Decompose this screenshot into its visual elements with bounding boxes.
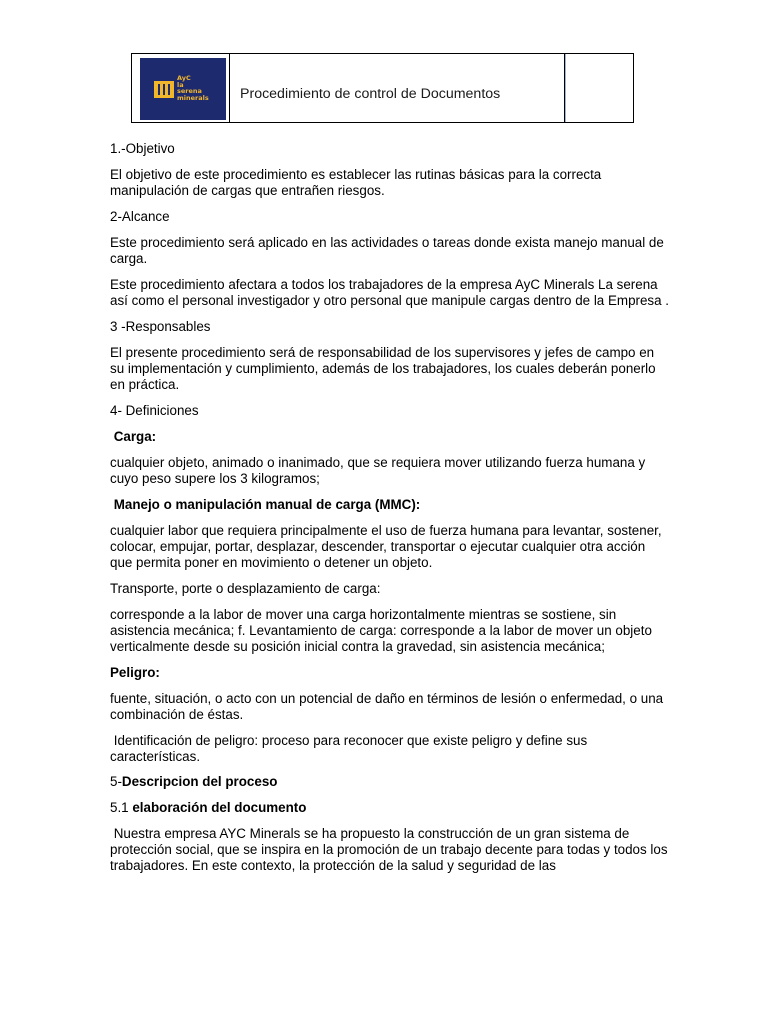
- definition-transporte: corresponde a la labor de mover una carga horizontalmente mientras se sostiene, sin asistencia mecánica; f. Levantamiento de carga: corresponde a la labor de mover un objeto verticalmente desde su posición inicial contra la gravedad, sin asistencia mecánica;: [110, 607, 652, 654]
- definition-peligro: fuente, situación, o acto con un potencial de daño en términos de lesión o enfermedad, o una combinación de éstas.: [110, 691, 664, 722]
- title-cell: [230, 54, 565, 122]
- term-mmc: Manejo o manipulación manual de carga (MMC):: [110, 497, 421, 512]
- term-carga: Carga:: [110, 429, 157, 444]
- section-heading-definiciones: 4- Definiciones: [110, 403, 199, 418]
- term-transporte: Transporte, porte o desplazamiento de carga:: [110, 581, 381, 596]
- section-heading-objetivo: 1.-Objetivo: [110, 141, 175, 156]
- logo-mark-icon: [154, 81, 174, 98]
- subsection-heading-elaboracion: 5.1 elaboración del documento: [110, 800, 307, 815]
- paragraph: Nuestra empresa AYC Minerals se ha propuesto la construcción de un gran sistema de protección social, que se inspira en la promoción de un trabajo decente para todas y todos los trabajadores. En este contexto, la protección de la salud y seguridad de las: [110, 826, 672, 873]
- document-header: [131, 53, 634, 123]
- document-body: [110, 141, 670, 884]
- paragraph: Este procedimiento será aplicado en las actividades o tareas donde exista manejo manual de carga.: [110, 235, 664, 266]
- empty-header-cell: [565, 54, 633, 122]
- logo-cell: [132, 54, 230, 122]
- definition-carga: cualquier objeto, animado o inanimado, que se requiera mover utilizando fuerza humana y cuyo peso supere los 3 kilogramos;: [110, 455, 646, 486]
- section-heading-responsables: 3 -Responsables: [110, 319, 211, 334]
- section-heading-alcance: 2-Alcance: [110, 209, 170, 224]
- paragraph: El objetivo de este procedimiento es establecer las rutinas básicas para la correcta manipulación de cargas que entrañen riesgos.: [110, 167, 602, 198]
- paragraph: El presente procedimiento será de responsabilidad de los supervisores y jefes de campo en su implementación y cumplimiento, además de los trabajadores, los cuales deberán ponerlo en práctica.: [110, 345, 656, 392]
- document-title: Procedimiento de control de Documentos: [240, 86, 501, 102]
- term-peligro: Peligro:: [110, 665, 160, 680]
- logo-text: AyC la serena minerals: [177, 74, 209, 102]
- paragraph: Este procedimiento afectara a todos los trabajadores de la empresa AyC Minerals La serena así como el personal investigador y otro personal que manipule cargas dentro de la Empresa .: [110, 277, 670, 308]
- definition-identificacion: Identificación de peligro: proceso para reconocer que existe peligro y define sus características.: [110, 733, 591, 764]
- definition-mmc: cualquier labor que requiera principalmente el uso de fuerza humana para levantar, sostener, colocar, empujar, portar, desplazar, descender, transportar o ejecutar cualquier otra acción que permita poner en movimiento o detener un objeto.: [110, 523, 662, 570]
- company-logo: [140, 58, 226, 120]
- section-heading-descripcion: 5-Descripcion del proceso: [110, 774, 278, 789]
